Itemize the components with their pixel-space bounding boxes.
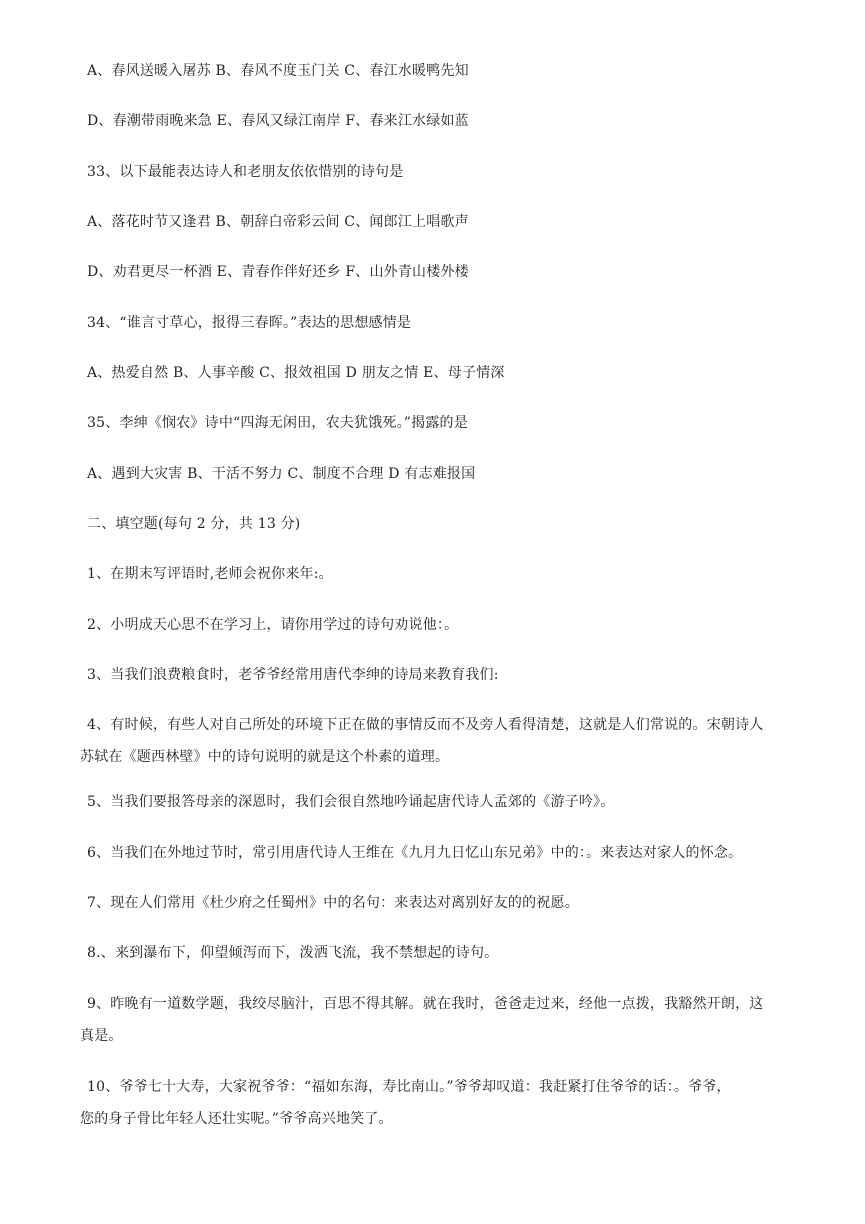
fill-blank-10-line-2: 您的身子骨比年轻人还壮实呢。”爷爷高兴地笑了。 bbox=[80, 1111, 393, 1127]
fill-blank-2: 2、小明成天心思不在学习上，请你用学过的诗句劝说他：。 bbox=[87, 617, 459, 633]
fill-blank-4 bbox=[80, 709, 815, 773]
q33-options-line-1: A、落花时节又逢君 B、朝辞白帝彩云间 C、闻郎江上唱歌声 bbox=[87, 214, 469, 230]
section-heading-fill-blank: 二、填空题(每句 2 分，共 13 分) bbox=[87, 516, 301, 532]
fill-blank-4-line-2: 苏轼在《题西林壁》中的诗句说明的就是这个朴素的道理。 bbox=[80, 749, 450, 765]
question-33: 33、以下最能表达诗人和老朋友依依惜别的诗句是 bbox=[87, 164, 404, 180]
q33-options-line-2: D、劝君更尽一杯酒 E、青春作伴好还乡 F、山外青山楼外楼 bbox=[87, 264, 469, 280]
fill-blank-9-line-1: 9、昨晚有一道数学题，我绞尽脑汁，百思不得其解。就在我时，爸爸走过来，经他一点拨，我豁然开朗，这 bbox=[87, 996, 764, 1012]
question-35: 35、李绅《悯农》诗中“四海无闲田，农夫犹饿死。”揭露的是 bbox=[87, 415, 468, 431]
q34-options: A、热爱自然 B、人事辛酸 C、报效祖国 D 朋友之情 E、母子情深 bbox=[87, 365, 505, 381]
fill-blank-9 bbox=[80, 988, 815, 1052]
q32-options-line-2: D、春潮带雨晚来急 E、春风又绿江南岸 F、春来江水绿如蓝 bbox=[87, 113, 469, 129]
fill-blank-10-line-1: 10、爷爷七十大寿，大家祝爷爷：“福如东海，寿比南山。”爷爷却叹道：我赶紧打住爷爷的话：。爷爷， bbox=[87, 1079, 731, 1095]
fill-blank-9-line-2: 真是。 bbox=[80, 1028, 123, 1044]
fill-blank-10 bbox=[80, 1071, 815, 1135]
fill-blank-4-line-1: 4、有时候，有些人对自己所处的环境下正在做的事情反而不及旁人看得清楚，这就是人们常说的。宋朝诗人 bbox=[87, 717, 764, 733]
q35-options: A、遇到大灾害 B、干活不努力 C、制度不合理 D 有志难报国 bbox=[87, 466, 476, 482]
fill-blank-6: 6、当我们在外地过节时，常引用唐代诗人王维在《九月九日忆山东兄弟》中的：。来表达对家人的怀念。 bbox=[87, 845, 743, 861]
fill-blank-7: 7、现在人们常用《杜少府之任蜀州》中的名句：来表达对离别好友的的祝愿。 bbox=[87, 895, 579, 911]
fill-blank-3: 3、当我们浪费粮食时，老爷爷经常用唐代李绅的诗局来教育我们: bbox=[87, 667, 499, 683]
fill-blank-5: 5、当我们要报答母亲的深恩时，我们会很自然地吟诵起唐代诗人孟郊的《游子吟》。 bbox=[87, 794, 615, 810]
fill-blank-8: 8.、来到瀑布下，仰望倾泻而下，泼洒飞流，我不禁想起的诗句。 bbox=[87, 945, 499, 961]
question-34: 34、“谁言寸草心，报得三春晖。”表达的思想感情是 bbox=[87, 315, 412, 331]
q32-options-line-1: A、春风送暖入屠苏 B、春风不度玉门关 C、春江水暖鸭先知 bbox=[87, 63, 469, 79]
fill-blank-1: 1、在期末写评语时,老师会祝你来年:。 bbox=[87, 566, 333, 582]
